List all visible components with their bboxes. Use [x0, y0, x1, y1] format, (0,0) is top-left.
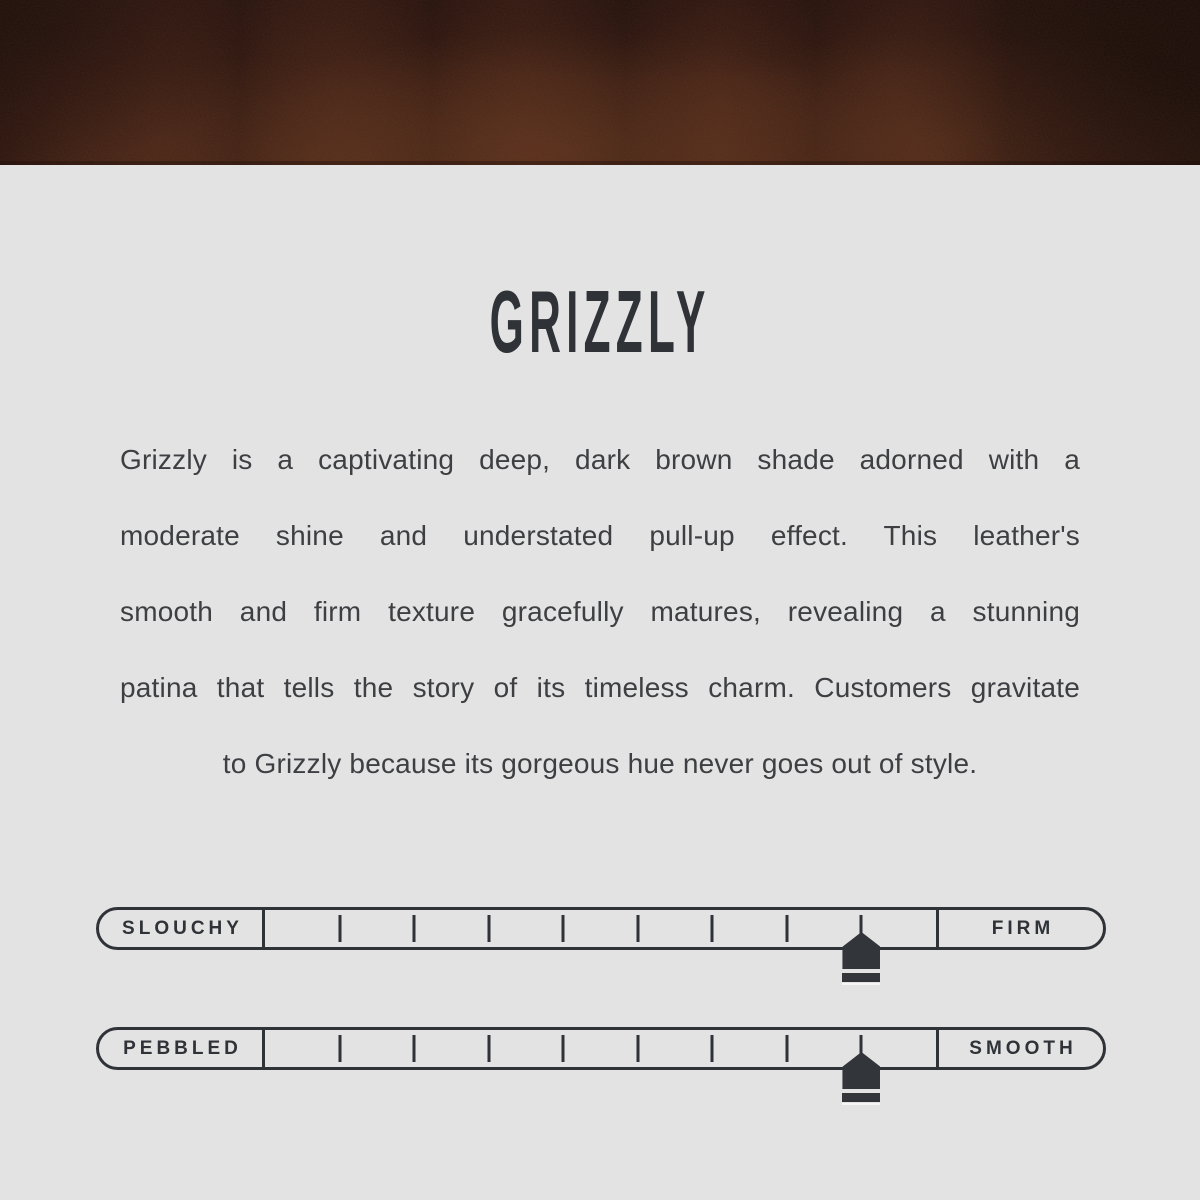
scale-right-label: FIRM — [991, 917, 1055, 939]
scale-tick — [785, 915, 788, 942]
page-title-text: GRIZZLY — [489, 272, 711, 371]
marker-underline — [842, 1103, 880, 1105]
page-title — [0, 272, 1200, 371]
scale-track — [265, 1030, 936, 1067]
scale-tick — [338, 915, 341, 942]
scale-tick — [338, 1035, 341, 1062]
description-line: patina that tells the story of its timeless charm. Customers gravitate — [120, 672, 1080, 703]
description-text — [120, 422, 1080, 802]
scale-right-label-cell — [936, 1030, 1103, 1067]
scale-tick — [711, 1035, 714, 1062]
scale-left-label-cell — [99, 910, 265, 947]
scale-tick — [413, 915, 416, 942]
scale-left-label: SLOUCHY — [122, 917, 243, 939]
marker-bar — [842, 973, 880, 982]
scale-tick — [636, 915, 639, 942]
description-line: to Grizzly because its gorgeous hue never goes out of style. — [222, 748, 978, 779]
scale-left-label: PEBBLED — [123, 1037, 242, 1059]
scale-left-label-cell — [99, 1030, 265, 1067]
scale-track — [265, 910, 936, 947]
scale-tick — [562, 915, 565, 942]
leather-swatch-image — [0, 0, 1200, 165]
description-line: moderate shine and understated pull-up effect. This leather's — [120, 520, 1080, 551]
scale-tick — [487, 915, 490, 942]
scale-marker — [842, 1052, 880, 1105]
marker-pointer-icon — [842, 1052, 880, 1089]
scale-tick — [413, 1035, 416, 1062]
marker-bar — [842, 1093, 880, 1102]
scale-tick — [711, 915, 714, 942]
scale-tick — [487, 1035, 490, 1062]
scale-tick — [785, 1035, 788, 1062]
scale-tick — [562, 1035, 565, 1062]
scale-marker — [842, 932, 880, 985]
description-line: Grizzly is a captivating deep, dark brown shade adorned with a — [120, 444, 1080, 475]
scale-right-label: SMOOTH — [969, 1037, 1077, 1059]
marker-pointer-icon — [842, 932, 880, 969]
leather-texture-graphic — [0, 0, 1200, 165]
scale-slouchy-firm — [96, 907, 1106, 950]
description-line: smooth and firm texture gracefully matures, revealing a stunning — [120, 596, 1080, 627]
scale-pebbled-smooth — [96, 1027, 1106, 1070]
marker-underline — [842, 983, 880, 985]
scale-tick — [636, 1035, 639, 1062]
scale-right-label-cell — [936, 910, 1103, 947]
